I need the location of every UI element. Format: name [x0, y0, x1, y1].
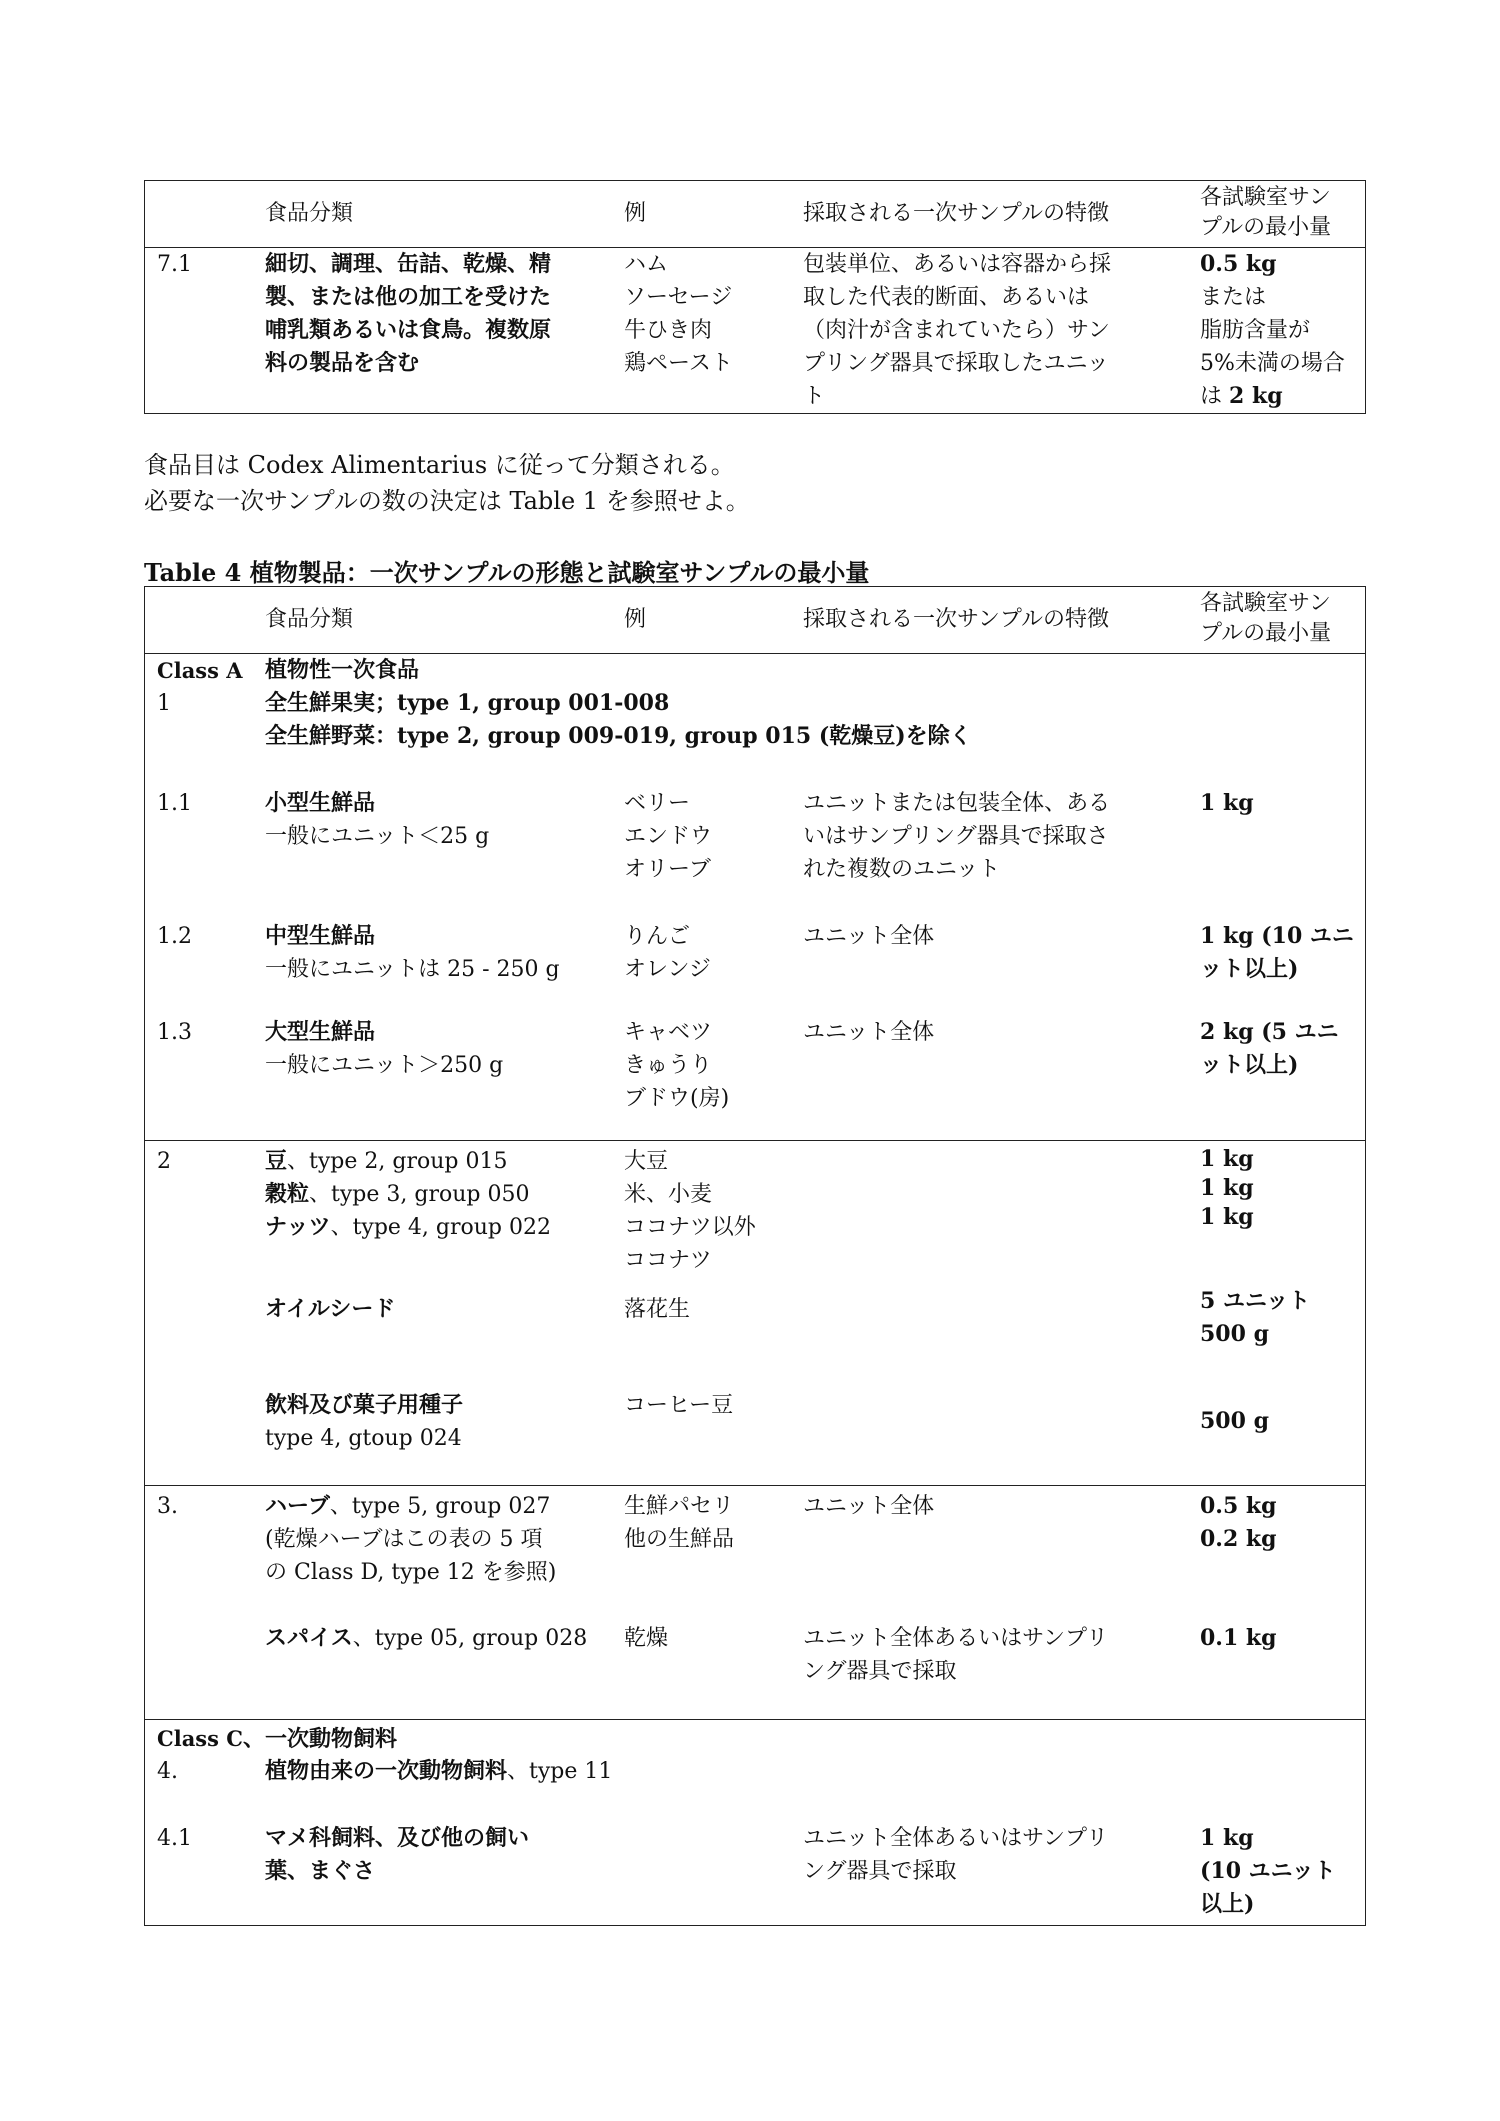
row-minimum: 1 kg	[1200, 790, 1254, 816]
row-category-sub: 一般にユニットは 25 - 250 g	[265, 957, 560, 982]
class-heading	[157, 1722, 757, 1756]
class-name: 植物性一次食品	[265, 657, 420, 683]
row-category: 大型生鮮品	[265, 1019, 376, 1045]
category-name: 豆	[265, 1148, 288, 1174]
row-category: 中型生鮮品	[265, 923, 376, 949]
category-name: ハーブ	[265, 1493, 330, 1519]
category-type: 、type 05, group 028	[352, 1626, 588, 1651]
row-features: 包装単位、あるいは容器から採 取した代表的断面、あるいは （肉汁が含まれていたら）サン プリング器具で採取したユニッ ト	[803, 252, 1112, 409]
row-minimum	[1200, 248, 1365, 413]
row-category-sub: (乾燥ハーブはこの表の 5 項 の Class D, type 12 を参照)	[265, 1527, 557, 1585]
section-class-a	[145, 654, 1365, 1140]
row-minimum: 0.1 kg	[1200, 1625, 1277, 1651]
category-type: 、type 3, group 050	[309, 1182, 530, 1207]
row-category-nuts	[265, 1211, 610, 1244]
category-type: 、type 2, group 015	[287, 1149, 508, 1174]
header-examples: 例	[624, 607, 647, 632]
table-header	[145, 587, 1365, 654]
table-plant-products	[144, 586, 1366, 1926]
category-type: 、type 5, group 027	[329, 1494, 551, 1519]
section-line	[265, 1755, 865, 1788]
category-type: 、type 4, group 022	[330, 1215, 551, 1240]
row-examples: りんご オレンジ	[624, 924, 711, 982]
header-minimum: 各試験室サン プルの最小量	[1200, 591, 1332, 646]
row-features: ユニット全体	[803, 924, 935, 949]
table-meat-products	[144, 180, 1366, 414]
row-category-sub: 一般にユニット＜25 g	[265, 824, 490, 849]
header-minimum: 各試験室サン プルの最小量	[1200, 185, 1332, 240]
row-number: 1.3	[157, 1020, 192, 1045]
category-name: 穀粒	[265, 1181, 310, 1207]
header-examples: 例	[624, 201, 647, 226]
row-examples: 生鮮パセリ 他の生鮮品	[624, 1494, 735, 1552]
row-examples: 乾燥	[624, 1626, 669, 1651]
row-minimum: 1 kg 1 kg 1 kg	[1200, 1146, 1254, 1230]
category-name: 植物由来の一次動物飼料	[265, 1758, 508, 1784]
row-minimum: 0.5 kg 0.2 kg	[1200, 1493, 1277, 1552]
row-features: ユニットまたは包装全体、ある いはサンプリング器具で採取さ れた複数のユニット	[803, 791, 1111, 882]
table-header	[145, 181, 1365, 248]
row-minimum: 5 ユニット 500 g	[1200, 1288, 1311, 1347]
category-type: 、type 11	[507, 1759, 613, 1784]
category-name: スパイス	[265, 1625, 353, 1651]
table-title: Table 4 植物製品：一次サンプルの形態と試験室サンプルの最小量	[144, 558, 870, 587]
row-examples: キャベツ きゅうり ブドウ(房)	[624, 1020, 730, 1111]
section-number: 3.	[157, 1494, 178, 1519]
section-number: 2	[157, 1149, 171, 1174]
minimum-value-alt: 2 kg	[1229, 383, 1283, 409]
minimum-condition: または 脂肪含量が 5%未満の場合 は	[1200, 285, 1345, 409]
row-number: 1.2	[157, 924, 192, 949]
row-category: マメ科飼料、及び他の飼い 葉、まぐさ	[265, 1825, 530, 1884]
row-examples: ハム ソーセージ 牛ひき肉 鶏ペースト	[624, 252, 733, 376]
row-category-beans	[265, 1145, 610, 1178]
row-minimum: 1 kg (10 ユニット 以上)	[1200, 1825, 1336, 1917]
notes: 食品目は Codex Alimentarius に従って分類される。 必要な一次サンプルの数の決定は Table 1 を参照せよ。	[144, 451, 750, 515]
section-class-c	[145, 1719, 1365, 1919]
row-category-spices	[265, 1622, 610, 1655]
minimum-value: 0.5 kg	[1200, 251, 1277, 277]
row-examples: 落花生	[624, 1297, 691, 1322]
row-minimum: 2 kg (5 ユニ ット以上)	[1200, 1019, 1339, 1078]
row-examples: 大豆 米、小麦 ココナツ以外 ココナツ	[624, 1149, 756, 1273]
row-category: オイルシード	[265, 1296, 396, 1322]
row-number: 1.1	[157, 791, 192, 816]
header-category: 食品分類	[265, 607, 354, 632]
header-category: 食品分類	[265, 201, 354, 226]
section-line-vegetables: 全生鮮野菜：type 2, group 009-019, group 015 (乾燥豆)を除く	[265, 723, 972, 749]
row-features: ユニット全体	[803, 1020, 935, 1045]
section-3	[145, 1485, 1365, 1719]
header-features: 採取される一次サンプルの特徴	[803, 201, 1110, 226]
row-category-sub: type 4, gtoup 024	[265, 1426, 462, 1451]
section-2	[145, 1140, 1365, 1485]
row-examples: コーヒー豆	[624, 1393, 734, 1418]
class-name: 、一次動物飼料	[242, 1726, 397, 1752]
row-minimum: 1 kg (10 ユニ ット以上)	[1200, 923, 1354, 982]
section-number: 4.	[157, 1759, 178, 1784]
row-minimum: 500 g	[1200, 1408, 1269, 1434]
row-category: 細切、調理、缶詰、乾燥、精 製、または他の加工を受けた 哺乳類あるいは食鳥。複数原 料の製品を含む	[265, 251, 552, 376]
class-label: Class C	[157, 1726, 243, 1751]
row-category: 飲料及び菓子用種子	[265, 1392, 464, 1418]
row-examples: ベリー エンドウ オリーブ	[624, 791, 713, 882]
row-features: ユニット全体あるいはサンプリ ング器具で採取	[803, 1626, 1109, 1684]
row-category: 小型生鮮品	[265, 790, 376, 816]
category-name: ナッツ	[265, 1214, 331, 1240]
row-category-sub: 一般にユニット＞250 g	[265, 1053, 504, 1078]
section-number: 1	[157, 691, 171, 716]
row-features: ユニット全体あるいはサンプリ ング器具で採取	[803, 1826, 1109, 1884]
row-category-grains	[265, 1178, 610, 1211]
row-category-herbs	[265, 1490, 610, 1523]
row-number: 4.1	[157, 1826, 192, 1851]
row-number: 7.1	[157, 252, 192, 277]
header-features: 採取される一次サンプルの特徴	[803, 607, 1110, 632]
table-row	[145, 248, 1365, 413]
row-features: ユニット全体	[803, 1494, 935, 1519]
class-label: Class A	[157, 658, 243, 683]
section-line-fruits: 全生鮮果実；type 1, group 001-008	[265, 690, 670, 716]
